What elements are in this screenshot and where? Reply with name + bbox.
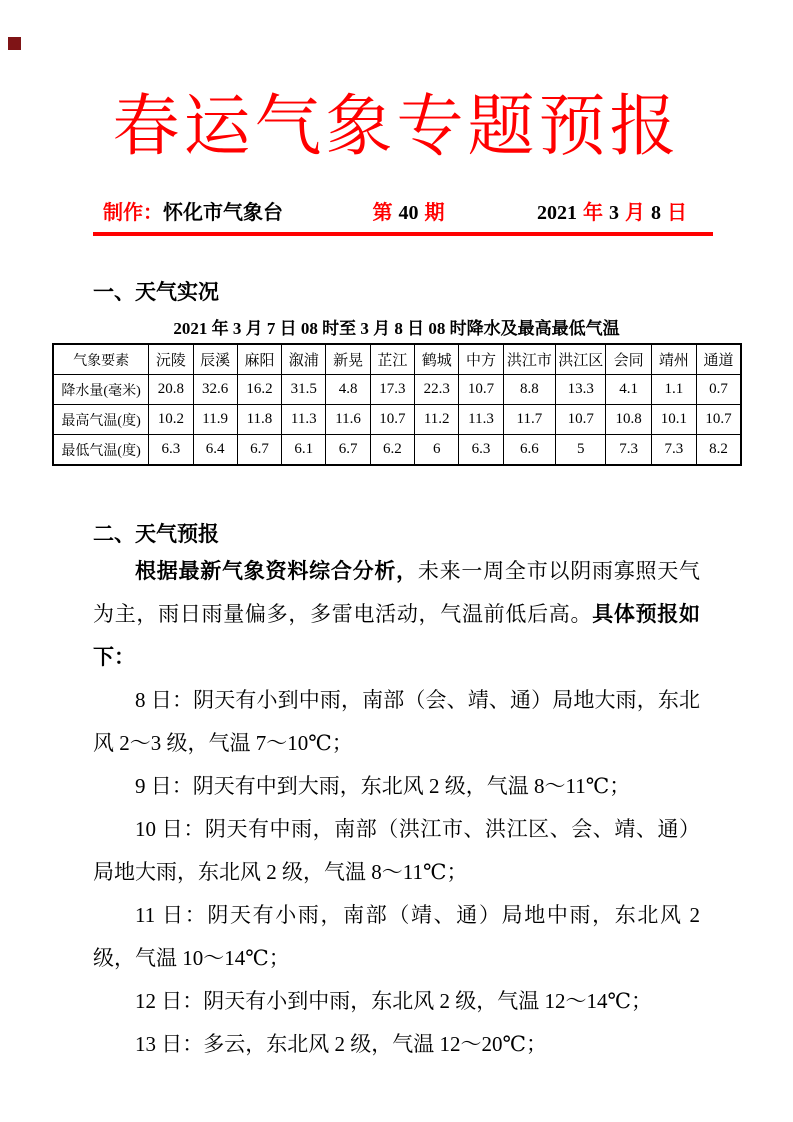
- forecast-item-day8: 8 日：阴天有小到中雨，南部（会、靖、通）局地大雨，东北风 2～3 级，气温 7～10℃；: [93, 688, 700, 756]
- intro-tail: 具体预报如下：: [93, 602, 701, 670]
- producer-name: 怀化市气象台: [163, 201, 283, 224]
- red-divider: [93, 232, 713, 236]
- table-cell: 10.7: [370, 405, 414, 435]
- table-cell: 16.2: [237, 375, 281, 405]
- table-header-cell: 通道: [697, 344, 741, 375]
- forecast-item-day12: 12 日：阴天有小到中雨，东北风 2 级，气温 12～14℃；: [135, 989, 652, 1014]
- table-cell: 11.3: [282, 405, 326, 435]
- forecast-intro: [93, 550, 700, 679]
- table-cell: 11.2: [415, 405, 459, 435]
- table-cell: 11.7: [503, 405, 555, 435]
- weather-table-title: 2021 年 3 月 7 日 08 时至 3 月 8 日 08 时降水及最高最低气温: [173, 318, 620, 338]
- forecast-item-day11: 11 日：阴天有小雨，南部（靖、通）局地中雨，东北风 2 级，气温 10～14℃；: [93, 903, 700, 971]
- table-cell: 6.1: [282, 435, 326, 466]
- table-header-cell: 辰溪: [193, 344, 237, 375]
- table-cell: 4.8: [326, 375, 370, 405]
- table-header-cell: 鹤城: [415, 344, 459, 375]
- issue-number: 40: [398, 201, 419, 224]
- table-cell: 8.2: [697, 435, 741, 466]
- table-cell: 6.3: [149, 435, 193, 466]
- table-cell: 6.4: [193, 435, 237, 466]
- doc-title: 春运气象专题预报: [112, 90, 681, 164]
- table-cell: 7.3: [606, 435, 651, 466]
- section-actual-heading: 一、天气实况: [93, 279, 219, 304]
- table-cell: 22.3: [415, 375, 459, 405]
- date-month: 3: [609, 201, 619, 224]
- row-label-cell: 降水量(毫米): [53, 375, 149, 405]
- table-header-cell: 新晃: [326, 344, 370, 375]
- row-label-cell: 最低气温(度): [53, 435, 149, 466]
- date-day: 8: [651, 201, 661, 224]
- table-cell: 11.8: [237, 405, 281, 435]
- table-cell: 10.8: [606, 405, 651, 435]
- table-cell: 6.2: [370, 435, 414, 466]
- table-header-row: [53, 344, 741, 375]
- row-label-cell: 最高气温(度): [53, 405, 149, 435]
- table-cell: 20.8: [149, 375, 193, 405]
- table-cell: 1.1: [651, 375, 696, 405]
- table-header-cell: 芷江: [370, 344, 414, 375]
- table-cell: 5: [556, 435, 606, 466]
- table-row: [53, 435, 741, 466]
- issue-number-info: [370, 196, 448, 225]
- issue-date: [534, 196, 690, 225]
- table-cell: 4.1: [606, 375, 651, 405]
- table-header-cell: 气象要素: [53, 344, 149, 375]
- intro-lead: 根据最新气象资料综合分析，: [135, 559, 418, 584]
- table-cell: 6.6: [503, 435, 555, 466]
- table-row: [53, 405, 741, 435]
- table-cell: 0.7: [697, 375, 741, 405]
- table-cell: 6.3: [459, 435, 503, 466]
- issue-suffix: 期: [424, 201, 445, 224]
- table-cell: 10.2: [149, 405, 193, 435]
- date-month-unit: 月: [625, 201, 645, 224]
- table-cell: 6.7: [326, 435, 370, 466]
- table-header-cell: 会同: [606, 344, 651, 375]
- table-cell: 10.1: [651, 405, 696, 435]
- table-cell: 8.8: [503, 375, 555, 405]
- table-header-cell: 中方: [459, 344, 503, 375]
- table-cell: 11.3: [459, 405, 503, 435]
- table-row: [53, 375, 741, 405]
- table-cell: 11.6: [326, 405, 370, 435]
- table-cell: 10.7: [556, 405, 606, 435]
- table-cell: 6: [415, 435, 459, 466]
- table-cell: 11.9: [193, 405, 237, 435]
- table-header-cell: 麻阳: [237, 344, 281, 375]
- table-header-cell: 溆浦: [282, 344, 326, 375]
- table-cell: 17.3: [370, 375, 414, 405]
- table-cell: 7.3: [651, 435, 696, 466]
- table-cell: 6.7: [237, 435, 281, 466]
- date-day-unit: 日: [667, 201, 687, 224]
- weather-table: [52, 343, 742, 466]
- issue-info-row: [103, 196, 690, 225]
- intro-body: 未来一周全市以阴雨寡照天气为主，雨日雨量偏多，多雷电活动，气温前低后高。: [93, 559, 701, 627]
- table-header-cell: 沅陵: [149, 344, 193, 375]
- date-year: 2021: [537, 201, 577, 224]
- table-cell: 13.3: [556, 375, 606, 405]
- table-cell: 31.5: [282, 375, 326, 405]
- date-year-unit: 年: [583, 201, 603, 224]
- table-header-cell: 洪江区: [556, 344, 606, 375]
- section-forecast-heading: 二、天气预报: [93, 522, 219, 547]
- producer-label: 制作：: [103, 201, 163, 224]
- corner-mark: [8, 37, 21, 50]
- table-cell: 10.7: [459, 375, 503, 405]
- producer-info: [103, 196, 283, 225]
- issue-prefix: 第: [372, 201, 393, 224]
- table-header-cell: 靖州: [651, 344, 696, 375]
- forecast-item-day13: 13 日：多云，东北风 2 级，气温 12～20℃；: [135, 1032, 547, 1057]
- forecast-body: [0, 550, 793, 1066]
- table-cell: 32.6: [193, 375, 237, 405]
- forecast-item-day10: 10 日：阴天有中雨，南部（洪江市、洪江区、会、靖、通）局地大雨，东北风 2 级，气温 8～11℃；: [93, 817, 700, 885]
- table-cell: 10.7: [697, 405, 741, 435]
- table-header-cell: 洪江市: [503, 344, 555, 375]
- forecast-item-day9: 9 日：阴天有中到大雨，东北风 2 级，气温 8～11℃；: [135, 774, 631, 799]
